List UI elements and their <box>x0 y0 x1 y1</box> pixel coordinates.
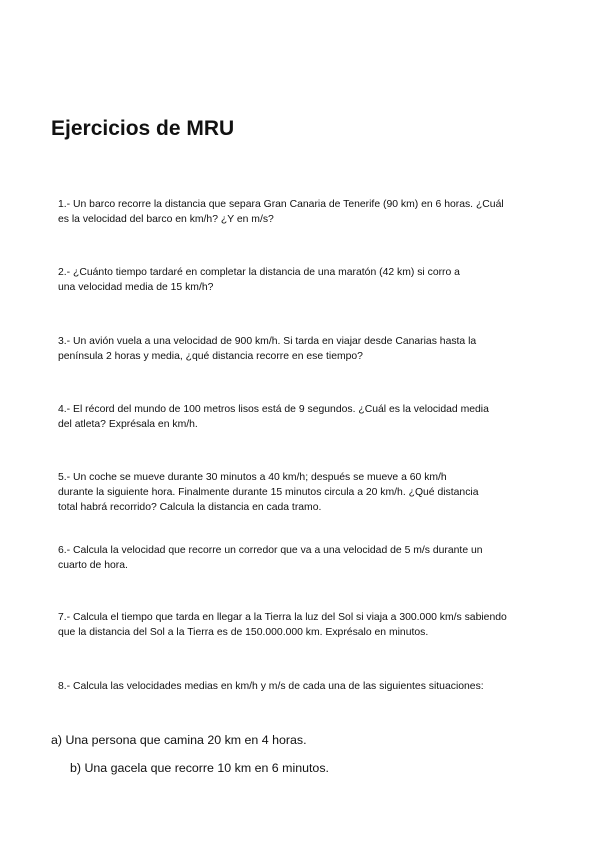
exercise-8 <box>58 679 544 694</box>
exercise-line: 2.- ¿Cuánto tiempo tardaré en completar la distancia de una maratón (42 km) si corro a <box>58 267 460 278</box>
exercise-line: es la velocidad del barco en km/h? ¿Y en m/s? <box>58 214 274 225</box>
exercise-line: 8.- Calcula las velocidades medias en km/h y m/s de cada una de las siguientes situaciones: <box>58 681 484 692</box>
exercise-line: 3.- Un avión vuela a una velocidad de 900 km/h. Si tarda en viajar desde Canarias hasta la <box>58 336 477 347</box>
exercise-line: 6.- Calcula la velocidad que recorre un corredor que va a una velocidad de 5 m/s durante un <box>58 545 483 556</box>
exercise-line: 7.- Calcula el tiempo que tarda en llegar a la Tierra la luz del Sol si viaja a 300.000 km/s sabiendo <box>58 612 507 623</box>
exercise-7 <box>58 610 544 640</box>
exercise-line: una velocidad media de 15 km/h? <box>58 282 214 293</box>
exercise-3 <box>58 334 544 364</box>
subitem-b: b) Una gacela que recorre 10 km en 6 minutos. <box>70 761 329 775</box>
exercise-line: durante la siguiente hora. Finalmente durante 15 minutos circula a 20 km/h. ¿Qué distancia <box>58 487 479 498</box>
exercise-line: del atleta? Exprésala en km/h. <box>58 419 198 430</box>
exercise-line: 1.- Un barco recorre la distancia que separa Gran Canaria de Tenerife (90 km) en 6 horas. ¿Cuál <box>58 199 504 210</box>
page-title: Ejercicios de MRU <box>51 117 235 140</box>
exercise-line: 4.- El récord del mundo de 100 metros lisos está de 9 segundos. ¿Cuál es la velocidad media <box>58 404 489 415</box>
exercise-line: que la distancia del Sol a la Tierra es de 150.000.000 km. Exprésalo en minutos. <box>58 627 429 638</box>
exercise-5 <box>58 470 544 515</box>
exercise-line: cuarto de hora. <box>58 560 128 571</box>
exercise-line: total habrá recorrido? Calcula la distancia en cada tramo. <box>58 502 322 513</box>
exercise-4 <box>58 402 544 432</box>
exercise-line: península 2 horas y media, ¿qué distancia recorre en ese tiempo? <box>58 351 363 362</box>
exercise-1 <box>58 197 544 227</box>
exercise-6 <box>58 543 544 573</box>
exercise-2 <box>58 265 544 295</box>
exercise-line: 5.- Un coche se mueve durante 30 minutos a 40 km/h; después se mueve a 60 km/h <box>58 472 447 483</box>
subitem-a: a) Una persona que camina 20 km en 4 horas. <box>51 733 307 747</box>
